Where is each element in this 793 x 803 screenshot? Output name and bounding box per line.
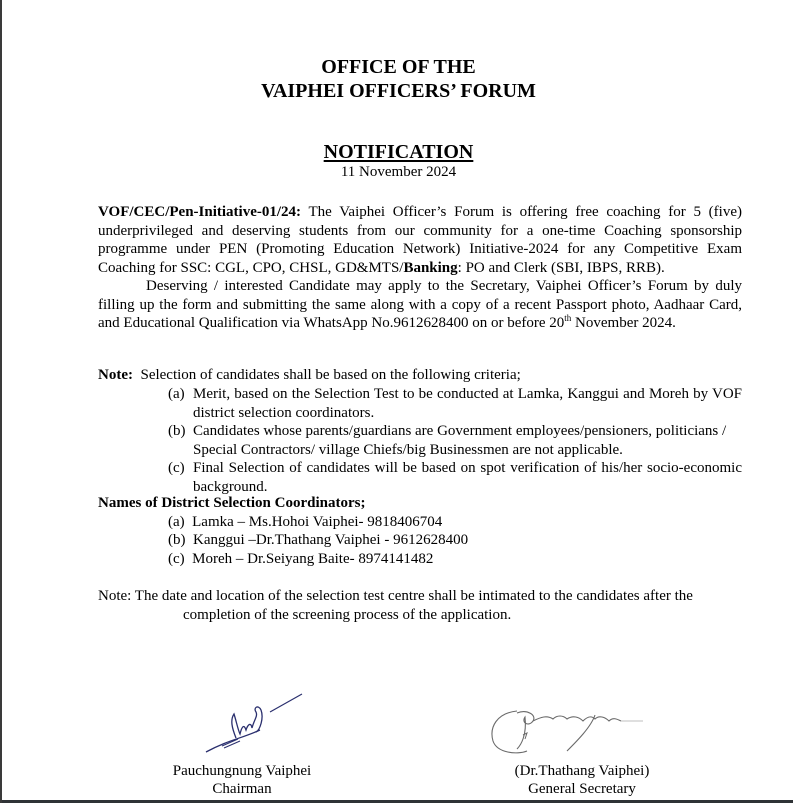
signatory-title: General Secretary [528, 781, 636, 797]
reference-number: VOF/CEC/Pen-Initiative-01/24: [98, 204, 302, 220]
chairman-signatory [152, 762, 332, 798]
notification-date: 11 November 2024 [340, 164, 457, 180]
criteria-item: (b) Candidates whose parents/guardians are Government employees/pensioners, politicians / Special Contractors/ village Chiefs/big Businessmen are not applicable. [168, 423, 727, 458]
secretary-signature [487, 705, 647, 760]
coordinator-item: (b) Kanggui –Dr.Thathang Vaiphei - 9612628400 [168, 532, 469, 548]
paragraph-offer: VOF/CEC/Pen-Initiative-01/24: The Vaiphei Officer’s Forum is offering free coaching for 5 (five) underprivileged and deserving students from our community for a one-time Coaching sponsorship programme under PEN (Promoting Education Network) Initiative-2024 for any Competitive Exam Coaching for SSC: CGL, CPO, CHSL, GD&MTS/Banking: PO and Clerk (SBI, IBPS, RRB). [98, 204, 742, 276]
final-note: Note: The date and location of the selection test centre shall be intimated to the candidates after the completion of the screening process of the application. [98, 588, 693, 623]
criteria-item: (a) Merit, based on the Selection Test to be conducted at Lamka, Kanggui and Moreh by VOF district selection coordinators. [168, 386, 742, 421]
coordinator-item: (c) Moreh – Dr.Seiyang Baite- 8974141482 [168, 551, 434, 567]
signatory-name: Pauchungnung Vaiphei [172, 763, 312, 779]
paragraph-apply: Deserving / interested Candidate may apply to the Secretary, Vaiphei Officer’s Forum by duly filling up the form and submitting the same along with a copy of a recent Passport photo, Aadhaar Card, and Educational Qualification via WhatsApp No.9612628400 on or before 20th November 2024. [98, 278, 742, 331]
selection-note: Note: Selection of candidates shall be based on the following criteria; [98, 367, 521, 383]
office-heading-line2: VAIPHEI OFFICERS’ FORUM [261, 80, 536, 102]
chairman-signature [198, 690, 308, 760]
signatory-name: (Dr.Thathang Vaiphei) [514, 763, 650, 779]
coordinators-heading: Names of District Selection Coordinators; [98, 495, 366, 511]
coordinator-item: (a) Lamka – Ms.Hohoi Vaiphei- 9818406704 [168, 514, 443, 530]
signatory-title: Chairman [212, 781, 272, 797]
office-heading-line1: OFFICE OF THE [321, 56, 476, 78]
secretary-signatory [482, 762, 682, 798]
notification-title: NOTIFICATION [323, 141, 474, 163]
criteria-item: (c) Final Selection of candidates will be based on spot verification of his/her socio-economic background. [168, 460, 742, 495]
